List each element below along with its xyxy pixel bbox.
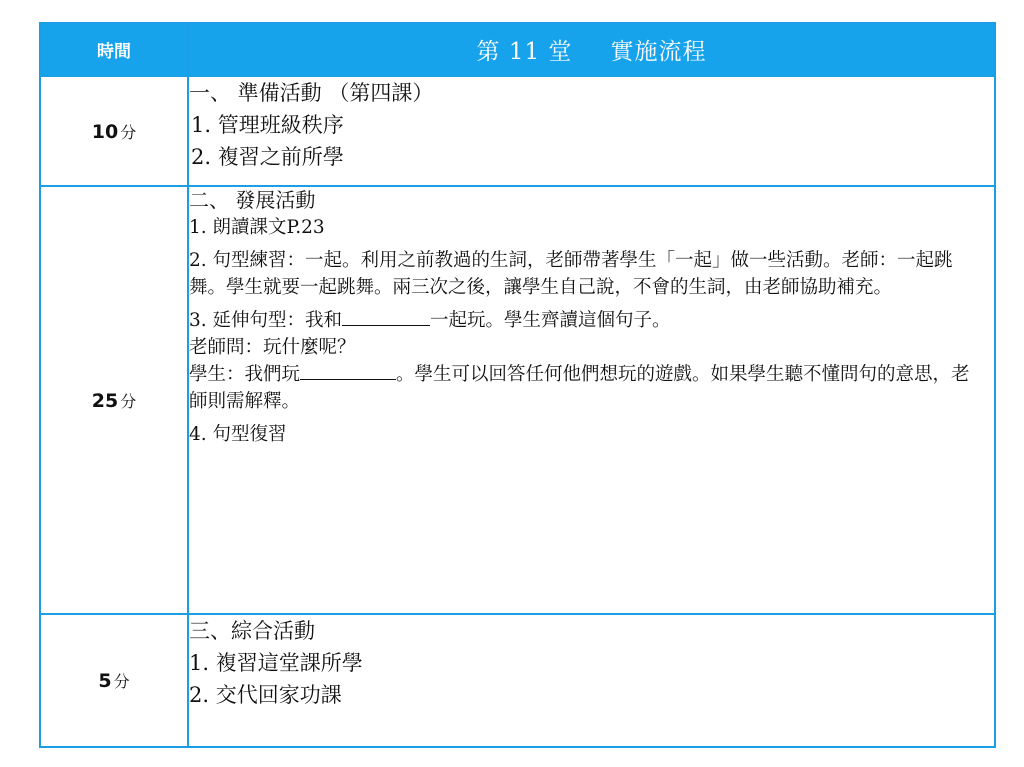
item-text: 3. 延伸句型：我和 [189,310,343,332]
activity-content [188,614,995,747]
activity-item [189,307,994,415]
time-unit: 分 [113,671,130,691]
fill-in-blank [342,309,430,326]
lesson-title [188,23,995,76]
activity-item: 1. 管理班級秩序 [191,113,344,138]
item-text: 學生：我們玩 [189,364,301,386]
activity-row-preparation [40,76,995,186]
activity-row-development [40,186,995,613]
time-column-header: 時間 [40,23,188,76]
lesson-subtitle: 實施流程 [610,39,707,66]
activity-item: 2. 交代回家功課 [189,682,342,707]
activity-heading: 三、綜合活動 [189,618,315,643]
time-value: 10 [91,120,119,143]
time-value: 25 [91,389,119,412]
activity-content [188,186,995,613]
activity-row-synthesis [40,614,995,747]
item-text: 。學生可以回答任何他們想玩的遊戲。如果學生聽不懂問句的意思，老師則需解釋。 [189,364,970,413]
time-value: 5 [98,669,112,692]
activity-item: 1. 朗讀課文P.23 [189,217,325,239]
time-cell [40,614,188,747]
activity-heading: 一、 準備活動 （第四課） [189,81,434,106]
activity-item: 2. 複習之前所學 [191,145,344,170]
time-cell [40,76,188,186]
time-unit: 分 [120,122,137,142]
activity-item: 4. 句型復習 [189,424,287,446]
fill-in-blank [300,363,396,380]
header-row [40,23,995,76]
activity-item: 2. 句型練習：一起。利用之前教過的生詞，老師帶著學生「一起」做一些活動。老師：一起跳舞。學生就要一起跳舞。兩三次之後，讓學生自己說，不會的生詞，由老師協助補充。 [189,250,953,299]
item-text: 老師問：玩什麼呢？ [189,337,356,359]
time-unit: 分 [120,391,137,411]
activity-item: 1. 複習這堂課所學 [189,650,363,675]
lesson-number: 第 11 堂 [476,39,573,66]
activity-content [188,76,995,186]
activity-heading: 二、 發展活動 [189,188,316,213]
item-text: 一起玩。學生齊讀這個句子。 [430,310,671,332]
time-cell [40,186,188,613]
lesson-plan-table [39,22,996,748]
